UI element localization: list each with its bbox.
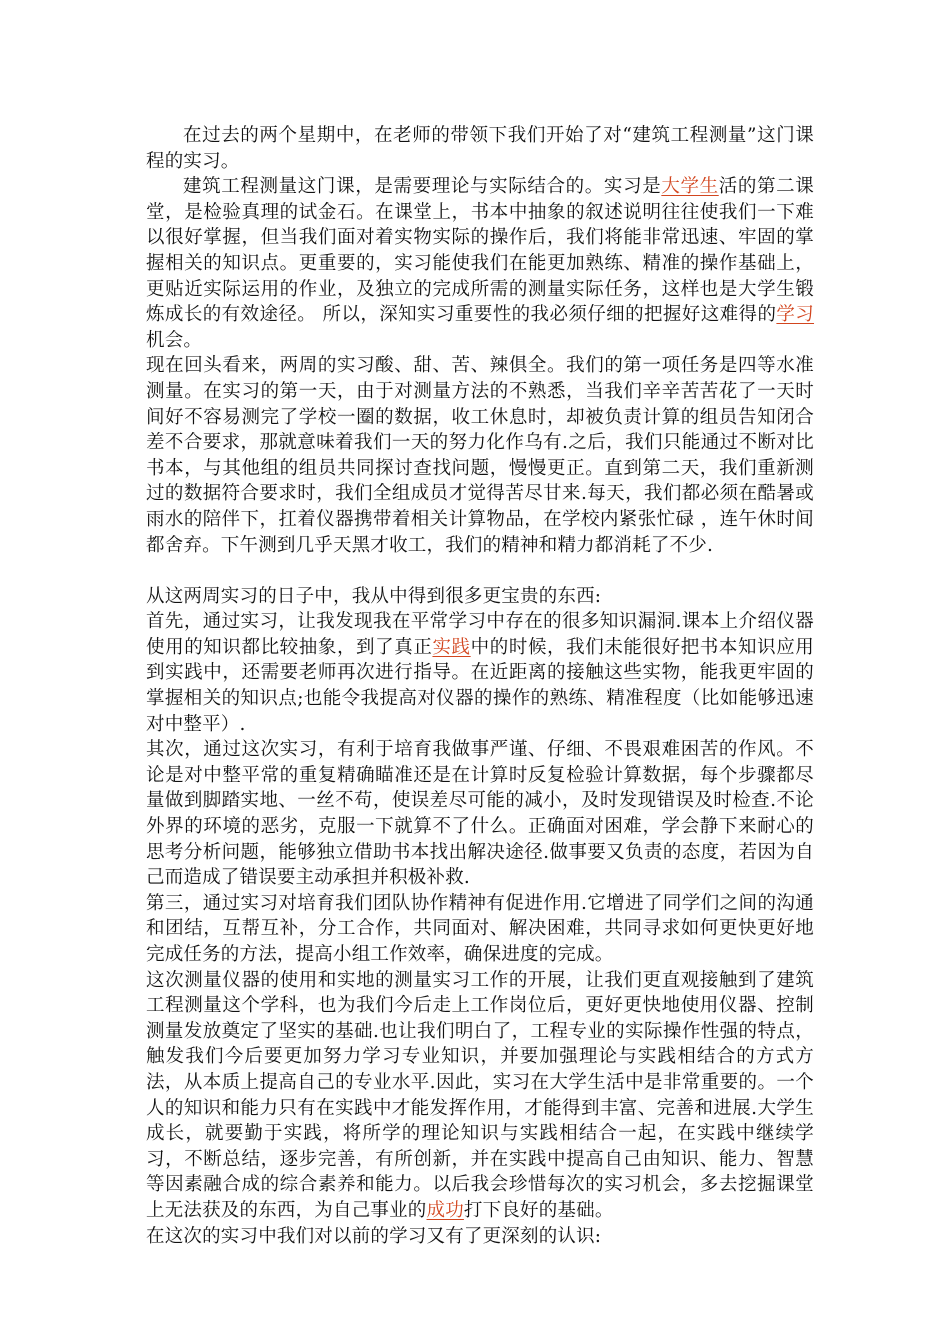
text-segment: 在过去的两个星期中，在老师的带领下我们开始了对“建筑工程测量”这门课程的实习。 — [146, 125, 814, 172]
paragraph — [146, 123, 814, 174]
text-segment: 首先，通过实习，让我发现我在平常学习中存在的很多知识漏洞.课本上介绍仪器使用的知识都比较抽象，到了真正 — [146, 611, 814, 658]
paragraph — [146, 353, 814, 558]
text-segment: 从这两周实习的日子中，我从中得到很多更宝贵的东西: — [146, 585, 602, 607]
text-segment: 在这次的实习中我们对以前的学习又有了更深刻的认识: — [146, 1225, 602, 1247]
blank-line — [146, 558, 814, 584]
keyword-link[interactable]: 学习 — [776, 304, 815, 326]
paragraph — [146, 891, 814, 968]
text-segment: 这次测量仪器的使用和实地的测量实习工作的开展，让我们更直观接触到了建筑工程测量这个学科，也为我们今后走上工作岗位后，更好更快地使用仪器、控制测量发放奠定了坚实的基础.也让我们明白了，工程专业的实际操作性强的特点，触发我们今后要更加努力学习专业知识，并要加强理论与实践相结合的方式方法，从本质上提高自己的专业水平.因此，实习在大学生活中是非常重要的。一个人的知识和能力只有在实践中才能发挥作用，才能得到丰富、完善和进展.大学生成长，就要勤于实践，将所学的理论知识与实践相结合一起，在实践中继续学习，不断总结，逐步完善，有所创新，并在实践中提高自己由知识、能力、智慧等因素融合成的综合素养和能力。以后我会珍惜每次的实习机会，多去挖掘课堂上无法获及的东西，为自己事业的 — [146, 969, 814, 1221]
text-segment: 机会。 — [146, 329, 203, 351]
text-segment: 建筑工程测量这门课，是需要理论与实际结合的。实习是 — [183, 176, 662, 198]
text-segment: 中的时候，我们未能很好把书本知识应用到实践中，还需要老师再次进行指导。在近距离的接触这些实物，能我更牢固的掌握相关的知识点;也能令我提高对仪器的操作的熟练、精准程度（比如能够迅速对中整平）. — [146, 636, 814, 735]
paragraph — [146, 968, 814, 1224]
text-segment: 其次，通过这次实习，有利于培育我做事严谨、仔细、不畏艰难困苦的作风。不论是对中整平常的重复精确瞄准还是在计算时反复检验计算数据，每个步骤都尽量做到脚踏实地、一丝不苟，使误差尽可能的减小，及时发现错误及时检查.不论外界的环境的恶劣，克服一下就算不了什么。正确面对困难，学会静下来耐心的思考分析问题，能够独立借助书本找出解决途径.做事要又负责的态度，若因为自己而造成了错误要主动承担并积极补救. — [146, 739, 814, 889]
text-segment: 打下良好的基础。 — [463, 1199, 614, 1221]
text-segment: 第三，通过实习对培育我们团队协作精神有促进作用.它增进了同学们之间的沟通和团结，互帮互补，分工合作，共同面对、解决困难，共同寻求如何更快更好地完成任务的方法，提高小组工作效率，确保进度的完成。 — [146, 892, 814, 965]
paragraph — [146, 1224, 814, 1250]
keyword-link[interactable]: 实践 — [432, 636, 471, 658]
paragraph — [146, 584, 814, 610]
keyword-link[interactable]: 大学生 — [661, 176, 719, 198]
text-segment: 现在回头看来，两周的实习酸、甜、苦、辣俱全。我们的第一项任务是四等水准测量。在实习的第一天，由于对测量方法的不熟悉，当我们辛辛苦苦花了一天时间好不容易测完了学校一圈的数据，收工休息时，却被负责计算的组员告知闭合差不合要求，那就意味着我们一天的努力化作乌有.之后，我们只能通过不断对比书本，与其他组的组员共同探讨查找问题，慢慢更正。直到第二天，我们重新测过的数据符合要求时，我们全组成员才觉得苦尽甘来.每天，我们都必须在酷暑或雨水的陪伴下，扛着仪器携带着相关计算物品，在学校内紧张忙碌 ，连午休时间都舍弃。下午测到几乎天黑才收工，我们的精神和精力都消耗了不少. — [146, 355, 814, 556]
paragraph — [146, 609, 814, 737]
keyword-link[interactable]: 成功 — [426, 1199, 464, 1221]
paragraph — [146, 174, 814, 353]
paragraph — [146, 737, 814, 891]
text-segment: 活的第二课堂，是检验真理的试金石。在课堂上，书本中抽象的叙述说明往往使我们一下难以很好掌握，但当我们面对着实物实际的操作后，我们将能非常迅速、牢固的掌握相关的知识点。更重要的，实习能使我们在能更加熟练、精准的操作基础上，更贴近实际运用的作业，及独立的完成所需的测量实际任务，这样也是大学生锻炼成长的有效途径。 所以，深知实习重要性的我必须仔细的把握好这难得的 — [146, 176, 814, 326]
document-body — [146, 123, 814, 1249]
